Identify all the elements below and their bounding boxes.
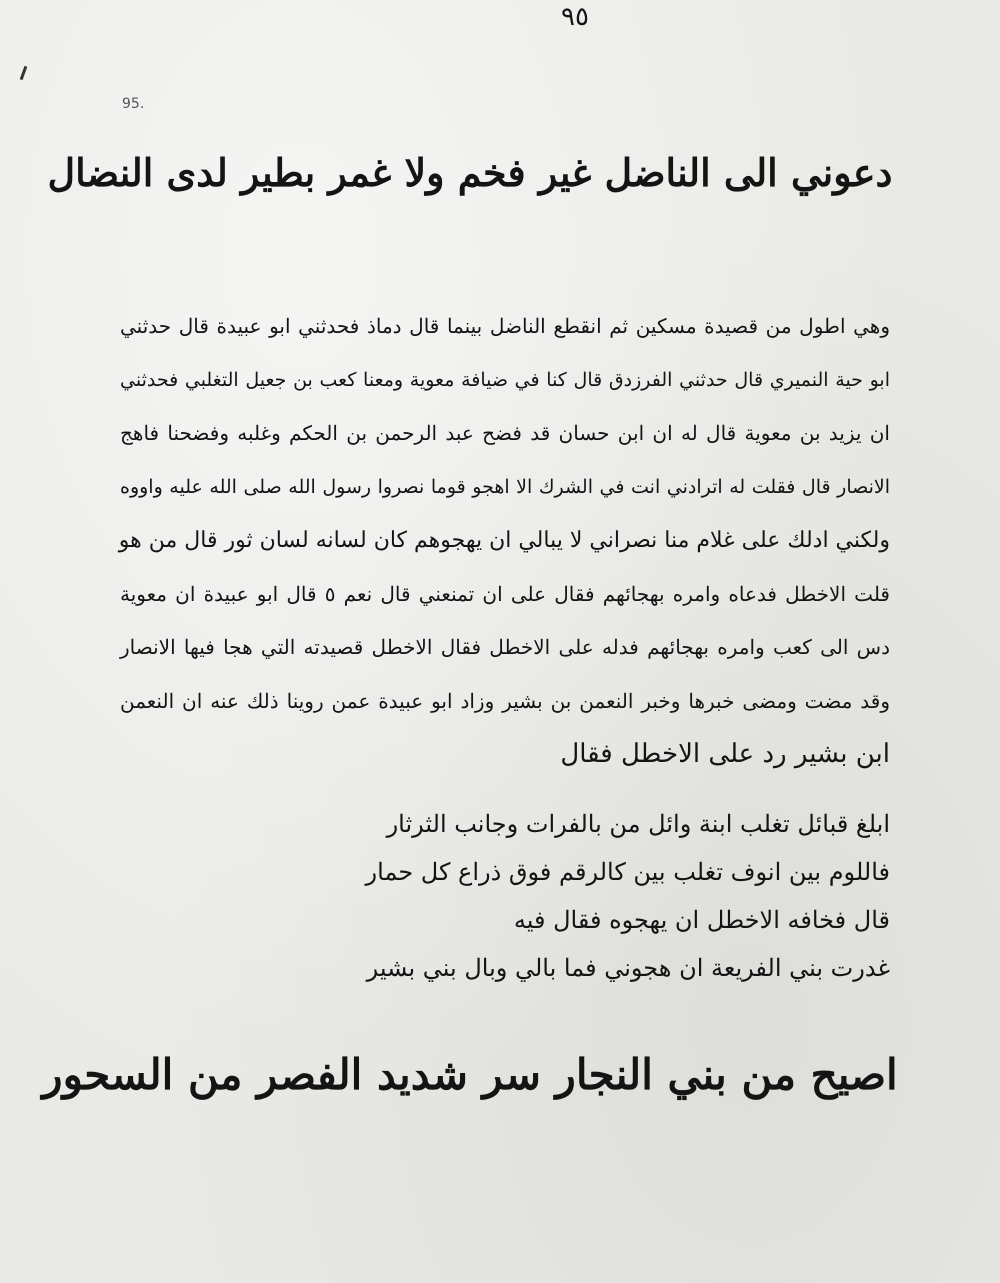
poem-line: فاللوم بين انوف تغلب بين كالرقم فوق ذراع كل حمار xyxy=(365,858,890,886)
heading-verse-bottom: اصيح من بني النجار سر شديد الفصر من السحور xyxy=(42,1050,898,1099)
body-line: وقد مضت ومضى خبرها وخبر النعمن بن بشير وزاد ابو عبيدة عمن روينا ذلك عنه ان النعمن xyxy=(120,688,890,713)
folio-number: ٩٥ xyxy=(561,2,589,32)
body-text xyxy=(120,300,890,782)
body-line: ولكني ادلك على غلام منا نصراني لا يبالي ان يهجوهم كان لسانه لسان ثور قال من هو xyxy=(118,528,890,553)
poem-block xyxy=(300,800,890,992)
body-line: قلت الاخطل فدعاه وامره بهجائهم فقال على ان تمنعني قال نعم ٥ قال ابو عبيدة ان معوية xyxy=(120,581,890,606)
body-line: الانصار قال فقلت له اترادني انت في الشرك الا اهجو قوما نصروا رسول الله صلى الله عليه واووه xyxy=(120,475,890,498)
body-line: دس الى كعب وامره بهجائهم فدله على الاخطل فقال الاخطل قصيدته التي هجا فيها الانصار xyxy=(120,635,890,659)
poem-line: قال فخافه الاخطل ان يهجوه فقال فيه xyxy=(513,906,890,934)
body-line: ان يزيد بن معوية قال له ان ابن حسان قد فضح عبد الرحمن بن الحكم وغلبه وفضحنا فاهج xyxy=(120,421,890,445)
poem-line: غدرت بني الفريعة ان هجوني فما بالي وبال بني بشير xyxy=(366,954,890,982)
margin-mark xyxy=(20,66,28,80)
heading-verse-top: دعوني الى الناضل غير فخم ولا غمر بطير لدى النضال xyxy=(47,150,893,195)
body-line: وهي اطول من قصيدة مسكين ثم انقطع الناضل بينما قال دماذ فحدثني ابو عبيدة قال حدثني xyxy=(120,314,890,338)
body-line: ابن بشير رد على الاخطل فقال xyxy=(560,739,890,769)
poem-line: ابلغ قبائل تغلب ابنة وائل من بالفرات وجانب الثرثار xyxy=(386,810,890,838)
body-line: ابو حية النميري قال حدثني الفرزدق قال كنا في ضيافة معوية ومعنا كعب بن جعيل التغلبي فحدثني xyxy=(120,368,890,391)
page-number: 95. xyxy=(122,96,145,112)
